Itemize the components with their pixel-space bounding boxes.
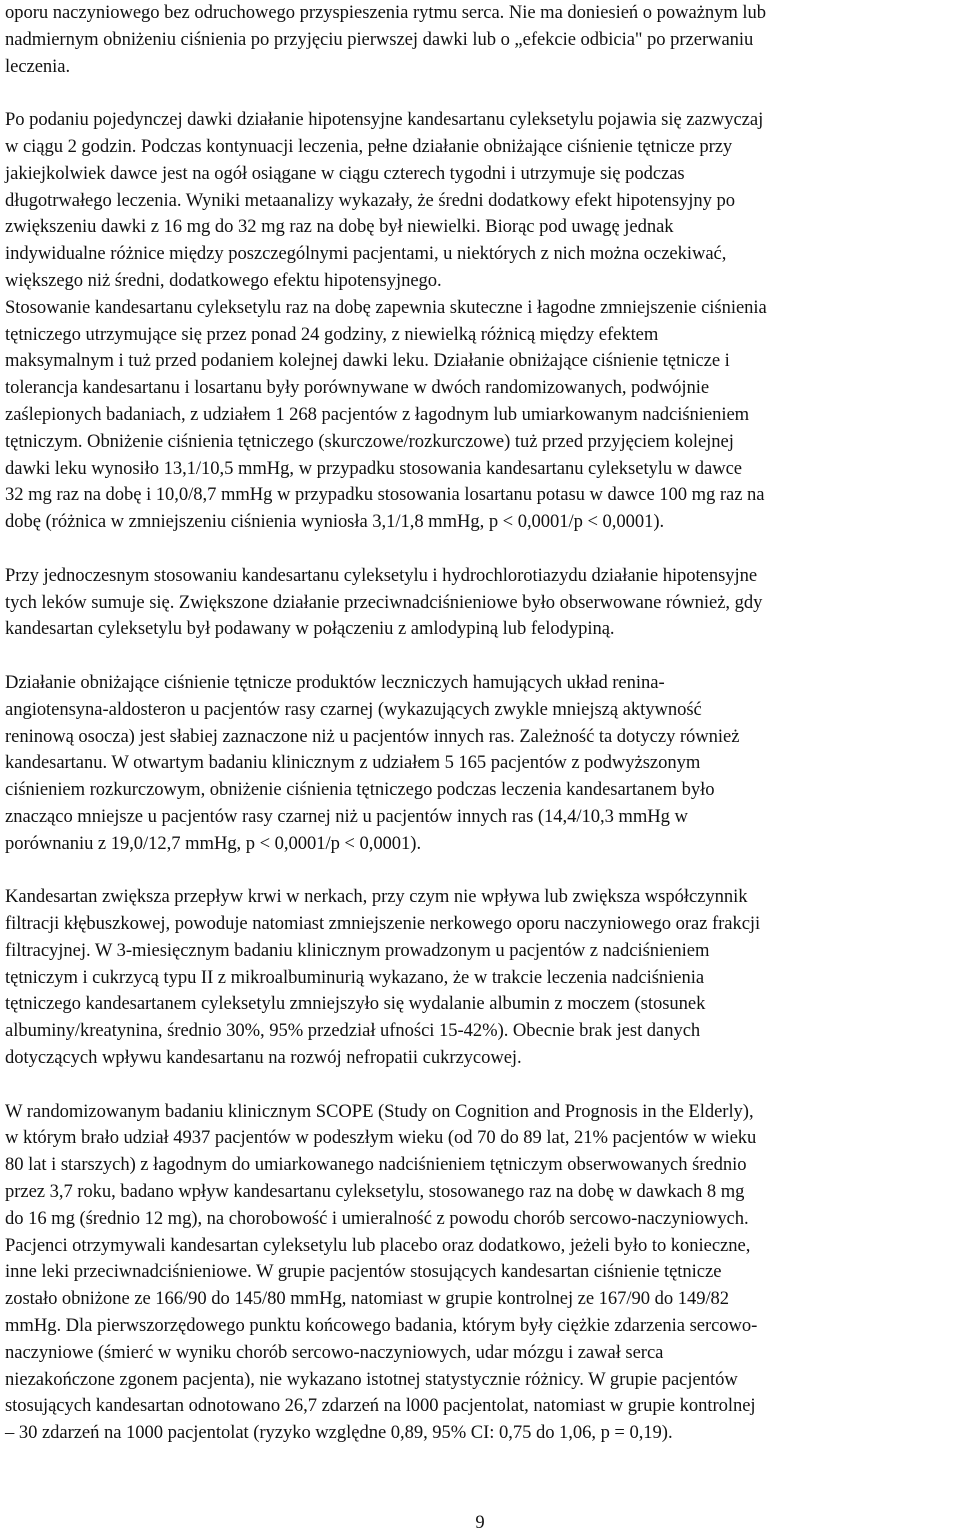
text-line: porównaniu z 19,0/12,7 mmHg, p < 0,0001/p < 0,0001). <box>5 832 422 854</box>
text-line: 80 lat i starszych) z łagodnym do umiarkowanego nadciśnieniem tętniczym obserwowanych średnio <box>5 1154 747 1176</box>
paragraph-3 <box>5 563 955 643</box>
text-line: ciśnieniem rozkurczowym, obniżenie ciśnienia tętniczego podczas leczenia kandesartanem było <box>5 779 715 801</box>
text-line: tych leków sumuje się. Zwiększone działanie przeciwnadciśnieniowe było obserwowane również, gdy <box>5 591 763 613</box>
paragraph-spacer <box>5 80 955 107</box>
text-line: tolerancja kandesartanu i losartanu były porównywane w dwóch randomizowanych, podwójnie <box>5 377 710 399</box>
text-line: 32 mg raz na dobę i 10,0/8,7 mmHg w przypadku stosowania losartanu potasu w dawce 100 mg raz na <box>5 484 765 506</box>
text-line: filtracyjnej. W 3-miesięcznym badaniu klinicznym prowadzonym u pacjentów z nadciśnieniem <box>5 939 710 961</box>
text-line: do 16 mg (średnio 12 mg), na chorobowość i umieralność z powodu chorób sercowo-naczyniowych. <box>5 1207 749 1229</box>
text-line: albuminy/kreatynina, średnio 30%, 95% przedział ufności 15-42%). Obecnie brak jest danych <box>5 1020 701 1042</box>
text-line: oporu naczyniowego bez odruchowego przyspieszenia rytmu serca. Nie ma doniesień o poważnym lub <box>5 2 767 23</box>
text-line: naczyniowe (śmierć w wyniku chorób sercowo-naczyniowych, udar mózgu i zawał serca <box>5 1341 664 1363</box>
text-line: angiotensyna-aldosteron u pacjentów rasy czarnej (wykazujących zwykle mniejszą aktywność <box>5 698 702 720</box>
text-line: kandesartan cyleksetylu był podawany w połączeniu z amlodypiną lub felodypiną. <box>5 618 615 640</box>
paragraph-spacer <box>5 1072 955 1099</box>
text-line: Kandesartan zwiększa przepływ krwi w nerkach, przy czym nie wpływa lub zwiększa współczynnik <box>5 886 748 908</box>
text-line: – 30 zdarzeń na 1000 pacjentolat (ryzyko względne 0,89, 95% CI: 0,75 do 1,06, p = 0,19). <box>5 1422 673 1444</box>
text-line: niezakończone zgonem pacjenta), nie wykazano istotnej statystycznie różnicy. W grupie pacjentów <box>5 1368 738 1390</box>
text-line: mmHg. Dla pierwszorzędowego punktu końcowego badania, którym były ciężkie zdarzenia sercowo- <box>5 1315 758 1337</box>
page-number: 9 <box>475 1512 485 1533</box>
paragraph-spacer <box>5 536 955 563</box>
text-line: nadmiernym obniżeniu ciśnienia po przyjęciu pierwszej dawki lub o „efekcie odbicia" po przerwaniu <box>5 28 754 50</box>
text-line: dotyczących wpływu kandesartanu na rozwój nefropatii cukrzycowej. <box>5 1047 522 1069</box>
text-line: tętniczego utrzymujące się przez ponad 24 godziny, z niewielką różnicą między efektem <box>5 323 659 345</box>
text-line: jakiejkolwiek dawce jest na ogół osiągane w ciągu czterech tygodni i utrzymuje się podczas <box>5 162 685 184</box>
text-line: Stosowanie kandesartanu cyleksetylu raz na dobę zapewnia skuteczne i łagodne zmniejszenie ciśnienia <box>5 296 767 318</box>
text-line: tętniczym i cukrzycą typu II z mikroalbuminurią wykazano, że w trakcie leczenia nadciśnienia <box>5 966 705 988</box>
text-line: tętniczego kandesartanem cyleksetylu zmniejszyło się wydalanie albumin z moczem (stosunek <box>5 993 706 1015</box>
paragraph-6 <box>5 1099 955 1447</box>
text-line: przez 3,7 roku, badano wpływ kandesartanu cyleksetylu, stosowanego raz na dobę w dawkach 8 mg <box>5 1181 745 1203</box>
text-line: zaślepionych badaniach, z udziałem 1 268 pacjentów z łagodnym lub umiarkowanym nadciśnieniem <box>5 403 750 425</box>
text-line: większego niż średni, dodatkowego efektu hipotensyjnego. <box>5 269 442 291</box>
paragraph-spacer <box>5 643 955 670</box>
text-line: leczenia. <box>5 55 71 77</box>
text-line: zostało obniżone ze 166/90 do 145/80 mmHg, natomiast w grupie kontrolnej ze 167/90 do 149/82 <box>5 1288 730 1310</box>
text-line: w którym brało udział 4937 pacjentów w podeszłym wieku (od 70 do 89 lat, 21% pacjentów w wieku <box>5 1127 757 1149</box>
paragraph-2 <box>5 107 955 536</box>
text-line: indywidualne różnice między poszczególnymi pacjentami, u niektórych z nich można oczekiwać, <box>5 243 727 265</box>
document-page <box>5 0 955 1447</box>
text-line: maksymalnym i tuż przed podaniem kolejnej dawki leku. Działanie obniżające ciśnienie tętnicze i <box>5 350 730 372</box>
text-line: długotrwałego leczenia. Wyniki metaanalizy wykazały, że średni dodatkowy efekt hipotensyjny po <box>5 189 735 211</box>
text-line: Po podaniu pojedynczej dawki działanie hipotensyjne kandesartanu cyleksetylu pojawia się zazwyczaj <box>5 109 764 131</box>
text-line: W randomizowanym badaniu klinicznym SCOPE (Study on Cognition and Prognosis in the Elderly), <box>5 1100 754 1122</box>
text-line: dobę (różnica w zmniejszeniu ciśnienia wyniosła 3,1/1,8 mmHg, p < 0,0001/p < 0,0001). <box>5 511 665 533</box>
text-line: stosujących kandesartan odnotowano 26,7 zdarzeń na l000 pacjentolat, natomiast w grupie kontrolnej <box>5 1395 756 1417</box>
text-line: Pacjenci otrzymywali kandesartan cyleksetylu lub placebo oraz dodatkowo, jeżeli było to konieczne, <box>5 1234 751 1256</box>
text-line: Przy jednoczesnym stosowaniu kandesartanu cyleksetylu i hydrochlorotiazydu działanie hipotensyjne <box>5 564 758 586</box>
text-line: kandesartanu. W otwartym badaniu klinicznym z udziałem 5 165 pacjentów z podwyższonym <box>5 752 701 774</box>
paragraph-4 <box>5 670 955 858</box>
paragraph-spacer <box>5 858 955 885</box>
text-line: filtracji kłębuszkowej, powoduje natomiast zmniejszenie nerkowego oporu naczyniowego oraz frakcji <box>5 913 761 935</box>
text-line: znacząco mniejsze u pacjentów rasy czarnej niż u pacjentów innych ras (14,4/10,3 mmHg w <box>5 805 688 827</box>
text-line: inne leki przeciwnadciśnieniowe. W grupie pacjentów stosujących kandesartan ciśnienie tętnicze <box>5 1261 722 1283</box>
text-line: dawki leku wynosiło 13,1/10,5 mmHg, w przypadku stosowania kandesartanu cyleksetylu w dawce <box>5 457 742 479</box>
text-line: Działanie obniżające ciśnienie tętnicze produktów leczniczych hamujących układ renina- <box>5 671 665 693</box>
paragraph-1 <box>5 0 955 80</box>
text-line: w ciągu 2 godzin. Podczas kontynuacji leczenia, pełne działanie obniżające ciśnienie tętnicze przy <box>5 135 733 157</box>
text-line: reninową osocza) jest słabiej zaznaczone niż u pacjentów innych ras. Zależność ta dotyczy również <box>5 725 740 747</box>
text-line: zwiększeniu dawki z 16 mg do 32 mg raz na dobę był niewielki. Biorąc pod uwagę jednak <box>5 216 674 238</box>
paragraph-5 <box>5 884 955 1072</box>
text-line: tętniczym. Obniżenie ciśnienia tętniczego (skurczowe/rozkurczowe) tuż przed przyjęciem kolejnej <box>5 430 734 452</box>
